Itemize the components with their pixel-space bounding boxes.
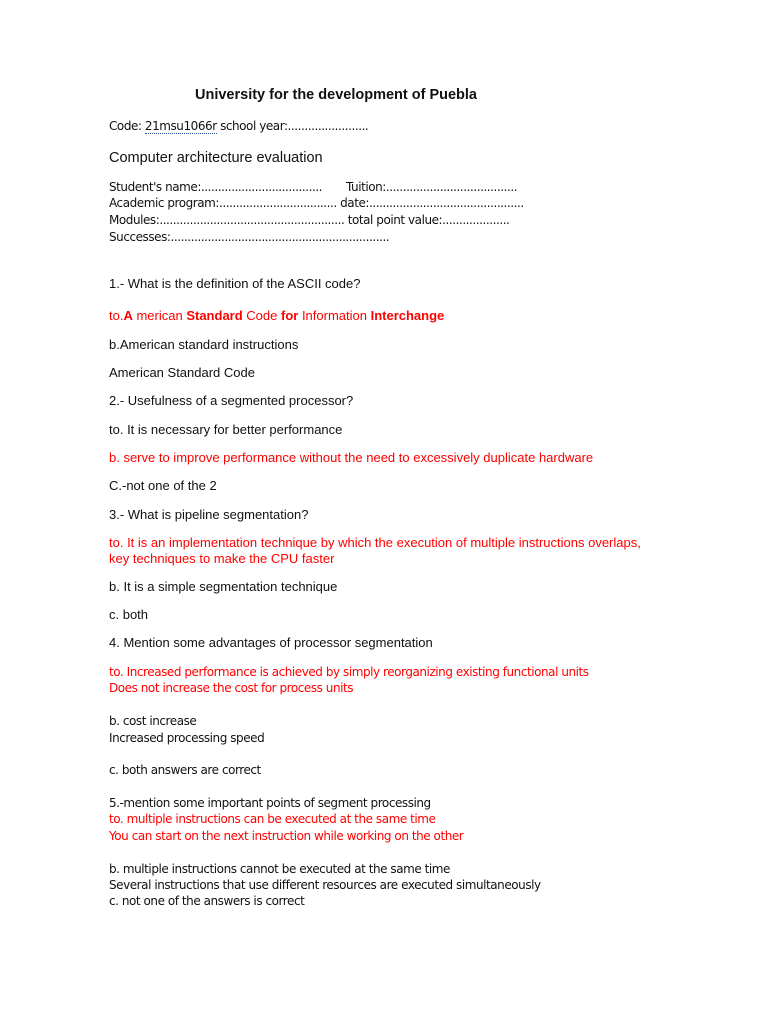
q2-answer-b: b. serve to improve performance without the need to excessively duplicate hardware [109, 450, 594, 465]
modules-field: Modules:....................................................... total point value:.................... [109, 213, 510, 227]
question-2: 2.- Usefulness of a segmented processor? [109, 393, 354, 408]
q4-answer-b-line1: b. cost increase [109, 714, 197, 728]
q5-answer-c: c. not one of the answers is correct [109, 894, 305, 908]
subtitle: Computer architecture evaluation [109, 150, 323, 166]
question-3: 3.- What is pipeline segmentation? [109, 507, 309, 522]
q3-answer-a-line1: to. It is an implementation technique by which the execution of multiple instructions overlaps, [109, 535, 641, 550]
q5-answer-b-line2: Several instructions that use different resources are executed simultaneously [109, 878, 541, 892]
q4-answer-a-line1: to. Increased performance is achieved by simply reorganizing existing functional units [109, 665, 589, 679]
code-line [109, 120, 368, 134]
q1-answer-a: to.A merican Standard Code for Information Interchange [109, 308, 445, 323]
q5-answer-a-line1: to. multiple instructions can be executed at the same time [109, 812, 436, 826]
q3-answer-c: c. both [109, 607, 149, 622]
form-row-student [109, 181, 322, 195]
q3-answer-a-line2: key techniques to make the CPU faster [109, 551, 335, 566]
q3-answer-b: b. It is a simple segmentation technique [109, 579, 338, 594]
q5-answer-a-line2: You can start on the next instruction while working on the other [109, 829, 464, 843]
successes-field: Successes:................................................................. [109, 230, 390, 244]
q5-answer-b-line1: b. multiple instructions cannot be executed at the same time [109, 862, 450, 876]
student-name-field: Student's name:.................................... [109, 180, 323, 194]
q4-answer-a-line2: Does not increase the cost for process units [109, 681, 354, 695]
tuition-field: Tuition:....................................... [346, 180, 518, 194]
q4-answer-b-line2: Increased processing speed [109, 731, 265, 745]
q1-answer-c: American Standard Code [109, 365, 255, 380]
question-5: 5.-mention some important points of segment processing [109, 796, 431, 810]
academic-program-field: Academic program:................................... date:.............................................. [109, 196, 524, 210]
q2-answer-a: to. It is necessary for better performance [109, 422, 343, 437]
code-value: 21msu1066r [144, 119, 217, 133]
q2-answer-c: C.-not one of the 2 [109, 478, 217, 493]
page-title: University for the development of Puebla [195, 87, 477, 103]
q4-answer-c: c. both answers are correct [109, 763, 261, 777]
q1-answer-b: b.American standard instructions [109, 337, 299, 352]
code-label: Code: [109, 119, 142, 133]
school-year: school year:........................ [220, 119, 369, 133]
question-1: 1.- What is the definition of the ASCII code? [109, 276, 361, 291]
question-4: 4. Mention some advantages of processor segmentation [109, 635, 433, 650]
